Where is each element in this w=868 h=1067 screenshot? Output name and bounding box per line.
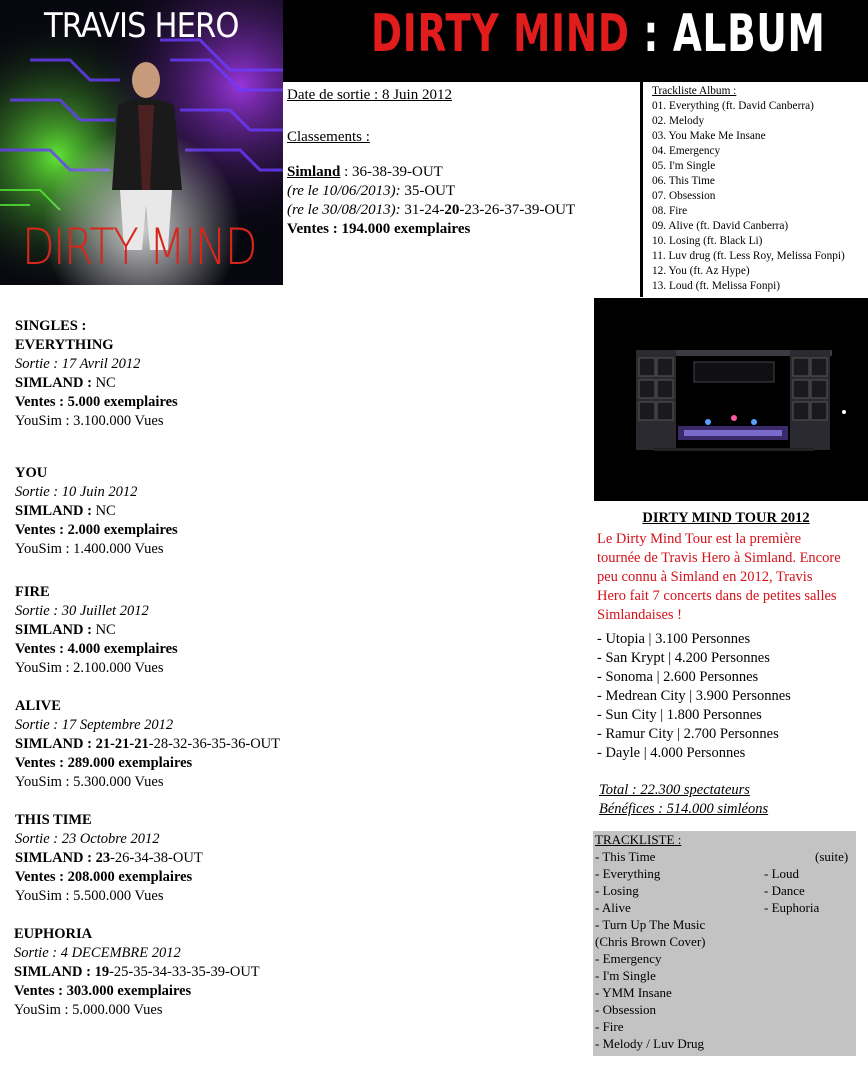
tour-city-item: - San Krypt | 4.200 Personnes bbox=[597, 650, 770, 666]
tour-section bbox=[594, 509, 868, 819]
single-release-date: Sortie : 17 Septembre 2012 bbox=[15, 717, 174, 733]
album-track-item: 08. Fire bbox=[652, 205, 688, 217]
tour-track-item: - Turn Up The Music bbox=[595, 917, 706, 932]
tour-totals bbox=[594, 781, 868, 819]
tour-description-line: Simlandaises ! bbox=[597, 607, 682, 623]
reentry-2-chart-a: 31-24- bbox=[400, 202, 445, 218]
album-tracklist-header: Trackliste Album : bbox=[652, 85, 737, 97]
tour-track-item: - Dance bbox=[764, 883, 805, 898]
single-title: EVERYTHING bbox=[15, 337, 114, 353]
single-simland-rest: -25-35-34-33-35-39-OUT bbox=[109, 964, 260, 980]
single-item bbox=[15, 697, 280, 792]
simland-chart-line bbox=[287, 163, 575, 182]
tour-total: Total : 22.300 spectateurs bbox=[599, 782, 750, 798]
album-track-item: 13. Loud (ft. Melissa Fonpi) bbox=[652, 280, 781, 292]
single-release-date: Sortie : 23 Octobre 2012 bbox=[15, 831, 160, 847]
tour-track-item: - Everything bbox=[595, 866, 661, 881]
tour-track-item: - Obsession bbox=[595, 1002, 657, 1017]
release-info bbox=[287, 86, 575, 239]
album-track-item: 11. Luv drug (ft. Less Roy, Melissa Fonpi) bbox=[652, 250, 845, 262]
singles-header-text: SINGLES : bbox=[15, 318, 87, 334]
album-track-item: 05. I'm Single bbox=[652, 160, 716, 172]
single-item bbox=[14, 925, 260, 1020]
tour-description-line: peu connu à Simland en 2012, Travis bbox=[597, 569, 813, 585]
single-simland-label: SIMLAND : bbox=[15, 622, 96, 638]
tour-description-line: Hero fait 7 concerts dans de petites salles bbox=[597, 588, 837, 604]
tour-track-item: - Emergency bbox=[595, 951, 662, 966]
title-album: ALBUM bbox=[672, 4, 826, 64]
tour-city-item: - Medrean City | 3.900 Personnes bbox=[597, 688, 791, 704]
tour-track-item: - Fire bbox=[595, 1019, 624, 1034]
single-simland-label: SIMLAND : bbox=[15, 503, 96, 519]
reentry-1-chart: 35-OUT bbox=[400, 183, 456, 199]
single-views: YouSim : 5.500.000 Vues bbox=[15, 888, 164, 904]
tour-track-item: (Chris Brown Cover) bbox=[595, 934, 706, 949]
album-track-item: 12. You (ft. Az Hype) bbox=[652, 265, 750, 277]
single-simland-chart bbox=[15, 621, 178, 640]
album-track-item: 03. You Make Me Insane bbox=[652, 130, 766, 142]
album-track-item: 04. Emergency bbox=[652, 145, 721, 157]
single-item bbox=[15, 336, 178, 431]
album-track-item: 10. Losing (ft. Black Li) bbox=[652, 235, 763, 247]
tour-benefits: Bénéfices : 514.000 simléons bbox=[599, 801, 769, 817]
tour-tracklist-left bbox=[595, 848, 706, 1052]
album-cover bbox=[0, 0, 283, 285]
title-dirty-mind: DIRTY MIND bbox=[371, 4, 630, 64]
reentry-1-label: (re le 10/06/2013): bbox=[287, 183, 401, 199]
tour-description-line: Le Dirty Mind Tour est la première bbox=[597, 531, 802, 547]
single-simland-rest: NC bbox=[95, 375, 116, 391]
title-separator: : bbox=[629, 4, 673, 64]
tour-tracklist-suite: (suite) bbox=[815, 849, 849, 864]
album-track-item: 09. Alive (ft. David Canberra) bbox=[652, 220, 789, 232]
single-simland-chart bbox=[15, 502, 178, 521]
single-views: YouSim : 1.400.000 Vues bbox=[15, 541, 164, 557]
single-simland-chart bbox=[15, 735, 280, 754]
stage-image bbox=[594, 298, 868, 501]
single-release-date: Sortie : 10 Juin 2012 bbox=[15, 484, 138, 500]
single-sales: Ventes : 303.000 exemplaires bbox=[14, 983, 192, 999]
tour-city-item: - Sonoma | 2.600 Personnes bbox=[597, 669, 759, 685]
reentry-2-chart-peak: 20 bbox=[444, 202, 460, 218]
single-views: YouSim : 2.100.000 Vues bbox=[15, 660, 164, 676]
tour-track-item: - Loud bbox=[764, 866, 800, 881]
single-sales: Ventes : 4.000 exemplaires bbox=[15, 641, 178, 657]
tour-track-item: - Melody / Luv Drug bbox=[595, 1036, 705, 1051]
single-simland-rest: NC bbox=[95, 622, 116, 638]
page-title bbox=[371, 4, 825, 64]
single-sales: Ventes : 208.000 exemplaires bbox=[15, 869, 193, 885]
single-sales: Ventes : 5.000 exemplaires bbox=[15, 394, 178, 410]
stage-photo bbox=[594, 298, 868, 501]
reentry-1 bbox=[287, 182, 575, 201]
single-simland-label: SIMLAND : bbox=[15, 375, 96, 391]
single-title: ALIVE bbox=[15, 698, 61, 714]
single-simland-peak: 23 bbox=[95, 850, 111, 866]
reentry-2 bbox=[287, 201, 575, 220]
tour-tracklist bbox=[593, 831, 856, 1056]
single-title: FIRE bbox=[15, 584, 50, 600]
album-track-list bbox=[652, 99, 868, 294]
album-track-item: 02. Melody bbox=[652, 115, 705, 127]
classements-label: Classements : bbox=[287, 129, 370, 145]
tour-title: DIRTY MIND TOUR 2012 bbox=[642, 510, 810, 526]
header-bar bbox=[283, 0, 868, 82]
single-simland-peak: 19 bbox=[94, 964, 110, 980]
tour-city-item: - Sun City | 1.800 Personnes bbox=[597, 707, 762, 723]
single-release-date: Sortie : 17 Avril 2012 bbox=[15, 356, 141, 372]
tour-track-item: - Alive bbox=[595, 900, 631, 915]
single-item bbox=[15, 811, 203, 906]
single-views: YouSim : 3.100.000 Vues bbox=[15, 413, 164, 429]
tour-description bbox=[594, 530, 868, 625]
single-title: THIS TIME bbox=[15, 812, 92, 828]
simland-chart: : 36-38-39-OUT bbox=[340, 164, 443, 180]
single-simland-rest: -28-32-36-35-36-OUT bbox=[148, 736, 281, 752]
simland-label: Simland bbox=[287, 164, 341, 180]
single-simland-rest: NC bbox=[95, 503, 116, 519]
tour-city-item: - Dayle | 4.000 Personnes bbox=[597, 745, 746, 761]
single-simland-label: SIMLAND : bbox=[14, 964, 95, 980]
single-simland-rest: -26-34-38-OUT bbox=[110, 850, 203, 866]
single-views: YouSim : 5.000.000 Vues bbox=[14, 1002, 163, 1018]
album-tracklist bbox=[640, 82, 868, 297]
tour-tracklist-right bbox=[764, 865, 819, 916]
tour-city-item: - Ramur City | 2.700 Personnes bbox=[597, 726, 779, 742]
album-track-item: 06. This Time bbox=[652, 175, 715, 187]
tour-track-item: - YMM Insane bbox=[595, 985, 672, 1000]
single-release-date: Sortie : 4 DECEMBRE 2012 bbox=[14, 945, 181, 961]
single-title: EUPHORIA bbox=[14, 926, 93, 942]
album-track-item: 07. Obsession bbox=[652, 190, 716, 202]
reentry-2-label: (re le 30/08/2013): bbox=[287, 202, 401, 218]
release-date: Date de sortie : 8 Juin 2012 bbox=[287, 87, 452, 103]
single-simland-label: SIMLAND : bbox=[15, 736, 96, 752]
single-simland-chart bbox=[14, 963, 260, 982]
single-sales: Ventes : 2.000 exemplaires bbox=[15, 522, 178, 538]
tour-track-item: - This Time bbox=[595, 849, 656, 864]
tour-tracklist-header: TRACKLISTE : bbox=[595, 832, 682, 847]
single-simland-chart bbox=[15, 849, 203, 868]
tour-track-item: - Euphoria bbox=[764, 900, 820, 915]
single-sales: Ventes : 289.000 exemplaires bbox=[15, 755, 193, 771]
single-item bbox=[15, 583, 178, 678]
tour-city-item: - Utopia | 3.100 Personnes bbox=[597, 631, 751, 647]
single-title: YOU bbox=[15, 465, 48, 481]
album-track-item: 01. Everything (ft. David Canberra) bbox=[652, 100, 814, 112]
tour-description-line: tournée de Travis Hero à Simland. Encore bbox=[597, 550, 841, 566]
tour-track-item: - Losing bbox=[595, 883, 639, 898]
reentry-2-chart-b: -23-26-37-39-OUT bbox=[459, 202, 576, 218]
album-sales: Ventes : 194.000 exemplaires bbox=[287, 221, 471, 237]
tour-cities bbox=[594, 630, 868, 763]
single-views: YouSim : 5.300.000 Vues bbox=[15, 774, 164, 790]
single-simland-peak: 21-21-21 bbox=[95, 736, 149, 752]
singles-header bbox=[15, 317, 86, 336]
cover-album-title: DIRTY MIND bbox=[22, 218, 256, 276]
single-simland-label: SIMLAND : bbox=[15, 850, 96, 866]
single-simland-chart bbox=[15, 374, 178, 393]
single-item bbox=[15, 464, 178, 559]
single-release-date: Sortie : 30 Juillet 2012 bbox=[15, 603, 149, 619]
cover-artist-name: TRAVIS HERO bbox=[44, 6, 239, 46]
tour-track-item: - I'm Single bbox=[595, 968, 656, 983]
